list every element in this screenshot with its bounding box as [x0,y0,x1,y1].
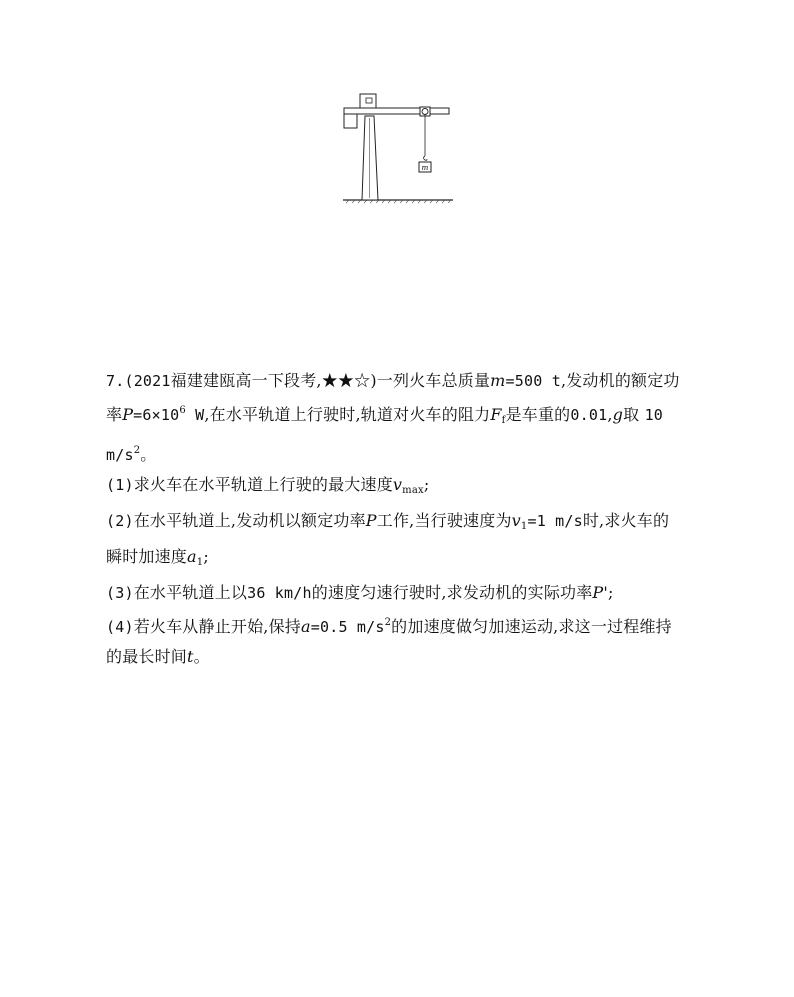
text-run: (2021 [124,372,171,390]
text-run: m/s [106,446,134,464]
text-run: 6 [179,405,186,416]
text-run: 1 [520,521,528,532]
text-run: g [612,405,624,424]
text-run: 的最长时间 [106,647,188,666]
question-3 [106,578,696,608]
text-run: m [490,371,506,390]
text-run: v [511,511,521,530]
question-4 [106,608,696,672]
text-run: 。 [140,445,157,464]
mass-label: m [421,164,429,172]
text-run: )一列火车总质量 [370,371,491,390]
text-run: ,在水平轨道上行驶时,轨道对火车的阻力 [204,405,491,424]
text-run: W [185,406,205,424]
text-run: F [490,405,502,424]
question-2 [106,506,696,578]
text-run: 7. [106,372,125,390]
problem-intro [106,366,696,470]
text-run: 求火车在水平轨道上行驶的最大速度 [133,475,393,494]
text-run: 0.01 [570,406,608,424]
text-run: P [365,511,377,530]
text-run: 若火车从静止开始,保持 [133,617,301,636]
text-run: =500 t [505,372,561,390]
text-run: 在水平轨道上以 [133,583,248,602]
text-run: 率 [106,405,123,424]
text-run: 的速度匀速行驶时,求发动机的实际功率 [311,583,593,602]
pulley-icon [422,109,428,115]
text-run: (3) [106,584,134,602]
question-1 [106,470,696,506]
crane-tower [362,116,378,200]
text-run: 在水平轨道上,发动机以额定功率 [133,511,366,530]
text-run: 的加速度做匀加速运动,求这一过程维持 [391,617,672,636]
text-run: f [501,415,506,426]
problem-7 [106,366,696,672]
text-run: 时,求火车的 [582,511,670,530]
text-run: a [187,547,197,566]
text-run: 瞬时加速度 [106,547,188,566]
text-run: max [402,485,424,496]
text-run: =0.5 m/s [310,618,385,636]
text-run: a [301,617,311,636]
text-run: ; [203,547,209,566]
text-run: =6×10 [133,406,180,424]
text-run: 36 km/h [247,584,312,602]
difficulty-stars: ★★☆ [321,371,371,390]
text-run: (4) [106,618,134,636]
text-run: , [607,405,613,424]
text-run: ; [423,475,430,494]
text-run: (1) [106,476,134,494]
text-run: 2 [133,445,141,456]
text-run: ; [608,583,614,602]
counterweight [344,114,357,128]
text-run: ,发动机的额定功 [560,371,680,390]
text-run: 工作,当行驶速度为 [376,511,512,530]
cab-window [366,98,372,103]
hook-icon [424,156,428,160]
text-run: 。 [193,647,210,666]
crane-jib [344,108,449,114]
text-run: 福建建瓯高一下段考, [170,371,322,390]
text-run: 10 [644,406,664,424]
text-run: =1 m/s [527,512,583,530]
crane-diagram [338,90,458,206]
text-run: P' [592,583,608,602]
text-run: 是车重的 [505,405,571,424]
text-run: 取 [623,405,640,424]
text-run: 2 [384,617,392,628]
text-run: v [392,475,403,494]
text-run: t [187,647,194,666]
text-run: 1 [196,557,204,568]
crane-figure [338,90,458,206]
text-run: P [122,405,134,424]
text-run: (2) [106,512,134,530]
